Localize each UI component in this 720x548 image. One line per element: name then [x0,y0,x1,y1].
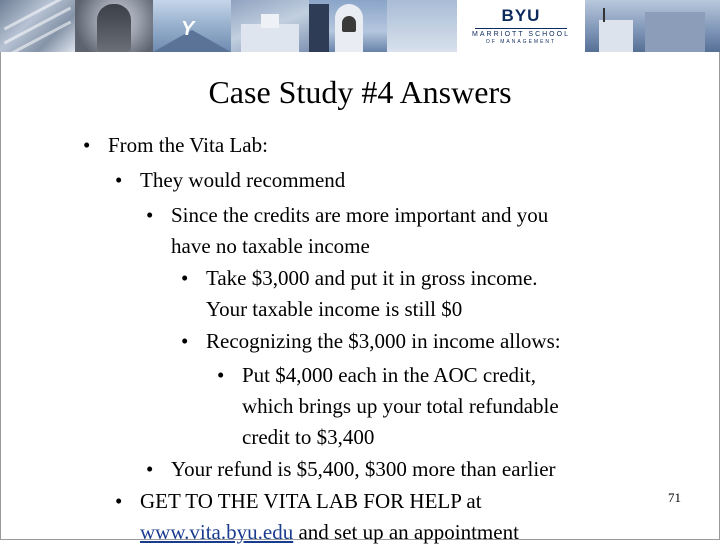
vita-lab-link[interactable]: www.vita.byu.edu [140,520,294,544]
banner-photo-sky [387,0,457,52]
bullet-text-continued: have no taxable income [171,234,370,258]
bullet-level-1: • From the Vita Lab: [83,133,268,157]
logo-sub-text: MARRIOTT SCHOOL [472,31,570,38]
bullet-text-continued: and set up an appointment [293,520,519,544]
logo-sub2-text: OF MANAGEMENT [485,39,557,45]
bullet-text: GET TO THE VITA LAB FOR HELP at [140,489,482,513]
bullet-level-2: • They would recommend [115,168,346,192]
banner-photo-bell-tower [309,0,387,52]
slide-title: Case Study #4 Answers [208,74,512,110]
bullet-text: They would recommend [140,168,346,192]
header-banner [0,0,720,52]
banner-photo-1 [0,0,75,52]
banner-photo-building [231,0,309,52]
banner-photo-mountain: Y [153,0,231,52]
bullet-text: Put $4,000 each in the AOC credit, [242,363,536,387]
bullet-level-5: • Put $4,000 each in the AOC credit, which brings up your total refundable credit to $3,400 [217,363,559,449]
bullet-level-4: • Take $3,000 and put it in gross income. Your taxable income is still $0 [181,266,538,321]
bullet-text: Since the credits are more important and you [171,203,549,227]
page-number: 71 [668,490,681,505]
byu-logo [457,0,585,52]
bullet-level-1: • GET TO THE VITA LAB FOR HELP at www.vita.byu.edu and set up an appointment [115,489,519,544]
logo-main-text: BYU [501,6,541,25]
bullet-text-continued: which brings up your total refundable [242,394,559,418]
bullet-level-3: • Your refund is $5,400, $300 more than earlier [146,457,556,481]
bullet-text: From the Vita Lab: [108,133,268,157]
bullet-text: Take $3,000 and put it in gross income. [206,266,538,290]
bullet-text-continued-2: credit to $3,400 [242,425,375,449]
bullet-text-continued: Your taxable income is still $0 [206,297,463,321]
banner-photo-campus [585,0,720,52]
bullet-level-3: • Since the credits are more important and you have no taxable income [146,203,549,258]
bullet-level-4: • Recognizing the $3,000 in income allows: [181,329,561,353]
banner-photo-statue [75,0,153,52]
bullet-text: Recognizing the $3,000 in income allows: [206,329,561,353]
bullet-text: Your refund is $5,400, $300 more than earlier [171,457,556,481]
